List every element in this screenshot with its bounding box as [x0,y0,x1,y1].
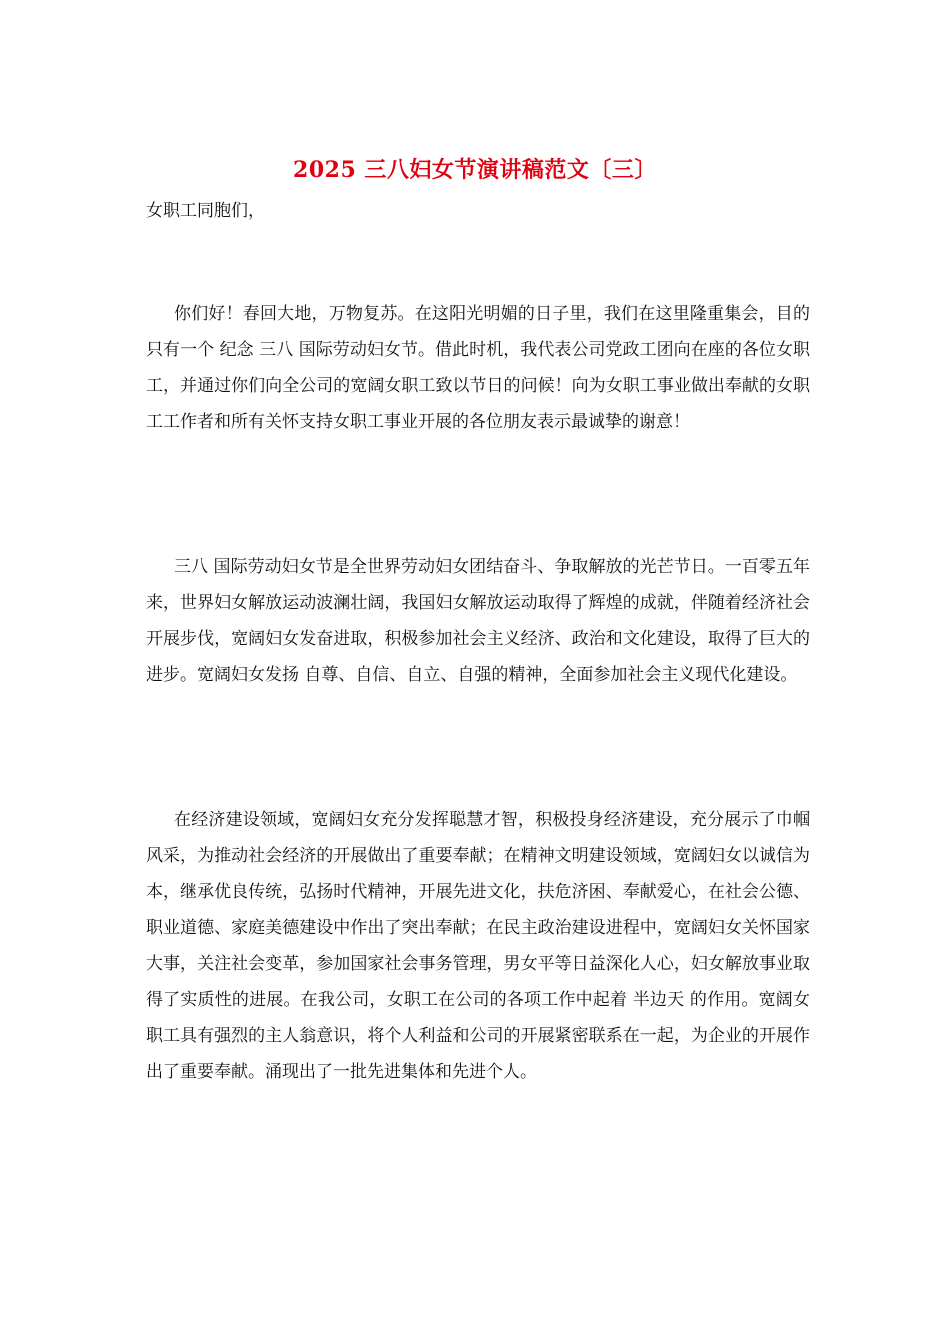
paragraph-3: 在经济建设领域，宽阔妇女充分发挥聪慧才智，积极投身经济建设，充分展示了巾帼风采，为推动社会经济的开展做出了重要奉献；在精神文明建设领域，宽阔妇女以诚信为本，继承优良传统，弘扬时代精神，开展先进文化，扶危济困、奉献爱心，在社会公德、职业道德、家庭美德建设中作出了突出奉献；在民主政治建设进程中，宽阔妇女关怀国家大事，关注社会变革，参加国家社会事务管理，男女平等日益深化人心，妇女解放事业取得了实质性的进展。在我公司，女职工在公司的各项工作中起着 半边天 的作用。宽阔女职工具有强烈的主人翁意识，将个人利益和公司的开展紧密联系在一起，为企业的开展作出了重要奉献。涌现出了一批先进集体和先进个人。 [146,810,810,1082]
paragraph-2: 三八 国际劳动妇女节是全世界劳动妇女团结奋斗、争取解放的光芒节日。一百零五年来，世界妇女解放运动波澜壮阔，我国妇女解放运动取得了辉煌的成就，伴随着经济社会开展步伐，宽阔妇女发奋进取，积极参加社会主义经济、政治和文化建设，取得了巨大的进步。宽阔妇女发扬 自尊、自信、自立、自强的精神，全面参加社会主义现代化建设。 [146,557,810,685]
salutation: 女职工同胞们， [146,201,265,221]
paragraph-1: 你们好！春回大地，万物复苏。在这阳光明媚的日子里，我们在这里隆重集会，目的只有一个 纪念 三八 国际劳动妇女节。借此时机，我代表公司党政工团向在座的各位女职工，并通过你们向全公司的宽阔女职工致以节日的问候！向为女职工事业做出奉献的女职工工作者和所有关怀支持女职工事业开展的各位朋友表示最诚挚的谢意！ [146,304,810,432]
document-title: 2025 三八妇女节演讲稿范文〔三〕 [293,157,657,183]
